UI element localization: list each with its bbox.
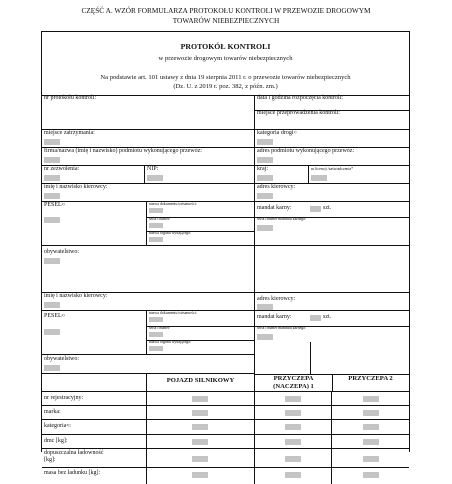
category-sup: 3) <box>66 423 70 427</box>
trailer-header-gap-right <box>310 342 409 375</box>
nip-label: NIP: <box>147 166 159 172</box>
payload-label: dopuszczalna ładowność [kg]: <box>44 450 104 463</box>
vehicle-header-blank <box>42 374 146 391</box>
driver1-pesel-text: PESEL <box>44 202 62 208</box>
nip-value <box>147 175 163 181</box>
vehicle-col-trailer2 <box>332 374 409 391</box>
form-subtitle: w przewozie drogowym towarów niebezpiecznych <box>158 55 293 62</box>
driver1-citizenship-label: obywatelstwo: <box>44 249 79 255</box>
driver1-doc-name-field[interactable] <box>147 202 254 218</box>
row-driver1-docs <box>42 202 409 246</box>
driver2-doc-series-label: seria i numer: <box>149 326 171 330</box>
motor-payload-value <box>192 456 208 462</box>
gvw-label: dmc [kg]: <box>44 438 68 444</box>
country-cell[interactable] <box>254 166 308 183</box>
vehicle-col-motor <box>146 374 254 391</box>
col-trailer2-label: PRZYCZEPA 2 <box>348 375 393 382</box>
driver1-fine-count <box>310 206 321 212</box>
driver2-fine-field[interactable] <box>255 311 409 327</box>
motor-gvw-cell[interactable] <box>146 435 254 448</box>
date-time-field[interactable] <box>255 95 409 111</box>
trailer2-category-cell[interactable] <box>331 420 409 434</box>
trailer2-registration-value <box>363 396 379 402</box>
stop-place-cell[interactable] <box>42 130 254 147</box>
country-value <box>257 175 273 181</box>
road-category-label <box>257 130 296 136</box>
driver2-citizenship-cell[interactable] <box>42 355 254 373</box>
stop-place-value <box>44 139 60 145</box>
protocol-number-cell[interactable] <box>42 95 254 129</box>
permit-cell[interactable] <box>42 166 144 183</box>
row-driver2-name <box>42 293 409 311</box>
trailer1-payload-value <box>285 456 301 462</box>
legal-basis <box>42 73 409 91</box>
title-section <box>42 32 409 96</box>
motor-unladen-cell[interactable] <box>146 468 254 484</box>
trailer1-unladen-cell[interactable] <box>254 468 331 484</box>
trailer1-gvw-value <box>285 439 301 445</box>
trailer1-unladen-value <box>285 472 301 478</box>
driver1-doc-name-label: nazwa dokumentu tożsamości: <box>149 202 197 206</box>
driver2-pesel-value <box>44 329 60 335</box>
nip-cell[interactable] <box>144 166 254 183</box>
make-label: marka: <box>44 409 61 415</box>
trailer1-make-value <box>285 410 301 416</box>
license-label: nr licencji /zaświadczenia* <box>311 167 354 171</box>
col-trailer1-label-line1: PRZYCZEPA <box>273 375 314 382</box>
driver1-fine-series-field[interactable] <box>255 217 409 246</box>
driver2-address-cell[interactable] <box>254 293 409 310</box>
road-category-sup: 1) <box>293 130 297 134</box>
driver1-citizenship-cell[interactable] <box>42 246 254 292</box>
driver1-address-cell[interactable] <box>254 184 409 201</box>
driver1-name-label: imię i nazwisko kierowcy: <box>44 184 108 190</box>
trailer2-category-value <box>363 424 379 430</box>
driver2-fine-series-value <box>257 334 273 340</box>
row-company <box>42 148 409 166</box>
vehicle-row-category <box>42 420 409 435</box>
driver2-doc-name-value <box>149 317 163 322</box>
company-cell[interactable] <box>42 148 254 165</box>
trailer2-gvw-value <box>363 439 379 445</box>
vehicle-col-trailer1 <box>255 374 333 391</box>
trailer2-make-value <box>363 410 379 416</box>
trailer2-unladen-cell[interactable] <box>331 468 409 484</box>
document-header <box>0 6 452 26</box>
col-motor-vehicle-label: POJAZD SILNIKOWY <box>166 377 235 384</box>
driver1-address-label: adres kierowcy: <box>257 184 296 190</box>
driver2-id-doc-cell <box>146 311 254 354</box>
protocol-form <box>41 31 410 476</box>
driver1-doc-series-value <box>149 223 163 228</box>
driver2-pesel-cell[interactable] <box>42 311 146 354</box>
driver2-fine-count <box>310 315 321 321</box>
driver2-name-label: imię i nazwisko kierowcy: <box>44 293 108 299</box>
driver1-pesel-label <box>44 202 65 208</box>
company-address-label: adres podmiotu wykonującego przewóz: <box>257 148 355 154</box>
driver2-doc-name-field[interactable] <box>147 311 254 327</box>
driver2-citizenship-value <box>44 365 60 371</box>
motor-unladen-value <box>192 472 208 478</box>
driver2-doc-issuer-value <box>149 346 163 351</box>
row-permit <box>42 166 409 184</box>
company-label: firma/nazwa (imię i nazwisko) podmiotu wykonującego przewóz: <box>44 148 202 154</box>
trailer2-payload-value <box>363 456 379 462</box>
trailer2-registration-cell[interactable] <box>331 392 409 405</box>
motor-registration-value <box>192 396 208 402</box>
trailer1-category-value <box>285 424 301 430</box>
vehicle-row-gvw <box>42 435 409 449</box>
driver1-doc-issuer-field[interactable] <box>147 231 254 246</box>
category-label <box>44 423 71 429</box>
driver1-doc-series-label: seria i numer: <box>149 217 171 221</box>
driver2-pesel-sup: 2) <box>61 313 65 317</box>
row-stop-place <box>42 130 409 148</box>
trailer1-category-cell[interactable] <box>254 420 331 434</box>
driver2-address-value <box>257 304 273 310</box>
driver2-address-label: adres kierowcy: <box>257 296 296 302</box>
driver1-pesel-cell[interactable] <box>42 202 146 245</box>
driver1-name-value <box>44 193 60 199</box>
trailer-columns-header <box>254 342 409 392</box>
vehicle-row-registration <box>42 392 409 406</box>
driver2-doc-issuer-field[interactable] <box>147 340 254 355</box>
company-address-value <box>257 157 273 163</box>
date-time-cell <box>254 95 409 129</box>
motor-category-value <box>192 424 208 430</box>
header-line-2: TOWARÓW NIEBEZPIECZNYCH <box>172 16 280 25</box>
driver2-doc-series-field[interactable] <box>147 326 254 341</box>
form-title: PROTOKÓŁ KONTROLI <box>180 42 271 51</box>
driver2-pesel-label <box>44 313 65 319</box>
trailer2-unladen-value <box>363 472 379 478</box>
company-address-cell[interactable] <box>254 148 409 165</box>
vehicle-row-label-cell <box>42 468 146 484</box>
row-driver1-name <box>42 184 409 202</box>
driver1-doc-issuer-label: nazwa organu wydającego: <box>149 231 192 235</box>
driver1-fine-series-label: seria i numer mandatu karnego: <box>257 217 307 221</box>
license-value <box>311 175 327 181</box>
vehicle-row-label-cell <box>42 406 146 419</box>
driver2-doc-name-label: nazwa dokumentu tożsamości: <box>149 311 197 315</box>
vehicle-row-make <box>42 406 409 420</box>
road-category-text: kategoria drogi <box>257 130 294 136</box>
trailer2-gvw-cell[interactable] <box>331 435 409 448</box>
permit-value <box>44 175 60 181</box>
motor-registration-cell[interactable] <box>146 392 254 405</box>
driver1-name-cell[interactable] <box>42 184 254 201</box>
col-trailer1-label-line2: (NACZEPA) 1 <box>273 383 314 390</box>
driver1-id-doc-cell <box>146 202 254 245</box>
driver1-fine-field[interactable] <box>255 202 409 218</box>
header-line-1: CZĘŚĆ A. WZÓR FORMULARZA PROTOKOŁU KONTROLI W PRZEWOZIE DROGOWYM <box>81 6 371 15</box>
driver2-name-value <box>44 302 60 308</box>
trailer2-make-cell[interactable] <box>331 406 409 419</box>
row-protocol <box>42 95 409 130</box>
driver2-doc-series-value <box>149 332 163 337</box>
date-time-label: data i godzina rozpoczęcia kontroli: <box>257 95 343 101</box>
driver1-fine-label: mandat karny: <box>257 205 292 211</box>
driver2-doc-issuer-label: nazwa organu wydającego: <box>149 340 192 344</box>
driver2-citizenship-label: obywatelstwo: <box>44 356 79 362</box>
driver2-fine-series-label: seria i numer mandatu karnego: <box>257 326 307 330</box>
legal-basis-line-2: (Dz. U. z 2019 r. poz. 382, z późn. zm.) <box>173 83 278 90</box>
driver1-doc-name-value <box>149 208 163 213</box>
stop-place-label: miejsce zatrzymania: <box>44 130 95 136</box>
driver1-doc-issuer-value <box>149 237 163 242</box>
trailer1-registration-cell[interactable] <box>254 392 331 405</box>
trailer1-registration-value <box>285 396 301 402</box>
driver2-fine-label: mandat karny: <box>257 314 292 320</box>
driver1-fine-series-value <box>257 225 273 231</box>
driver1-citizenship-value <box>44 258 60 264</box>
road-category-value <box>257 139 273 145</box>
driver2-pesel-text: PESEL <box>44 313 62 319</box>
trailer1-gvw-cell[interactable] <box>254 435 331 448</box>
protocol-number-label: nr protokołu kontroli: <box>44 95 96 101</box>
country-label: kraj: <box>257 166 268 172</box>
unladen-mass-label: masa bez ładunku [kg]: <box>44 470 101 476</box>
driver1-doc-series-field[interactable] <box>147 217 254 232</box>
motor-make-cell[interactable] <box>146 406 254 419</box>
vehicle-row-unladen-mass <box>42 468 409 484</box>
vehicle-row-label-cell <box>42 435 146 448</box>
permit-label: nr zezwolenia: <box>44 166 80 172</box>
company-value <box>44 157 60 163</box>
driver1-citizenship-blank <box>254 246 409 292</box>
motor-gvw-value <box>192 439 208 445</box>
vehicle-row-label-cell <box>42 392 146 405</box>
driver1-address-value <box>257 193 273 199</box>
trailer-header-gap <box>255 342 311 375</box>
control-place-label: miejsce przeprowadzenia kontroli: <box>257 110 340 116</box>
driver2-fine-unit: szt. <box>323 314 332 320</box>
motor-category-cell[interactable] <box>146 420 254 434</box>
legal-basis-line-1: Na podstawie art. 101 ustawy z dnia 19 sierpnia 2011 r. o przewozie towarów niebezpiecznych <box>100 74 351 81</box>
row-driver1-citizenship <box>42 246 409 293</box>
category-suffix: : <box>69 423 71 429</box>
license-cell[interactable] <box>308 166 409 183</box>
category-text: kategoria <box>44 423 67 429</box>
driver2-name-cell[interactable] <box>42 293 254 310</box>
trailer1-make-cell[interactable] <box>254 406 331 419</box>
driver1-fine-unit: szt. <box>323 205 332 211</box>
driver1-fine-cell <box>254 202 409 245</box>
driver1-pesel-value <box>44 217 60 223</box>
control-place-field[interactable] <box>255 110 409 130</box>
road-category-cell[interactable] <box>254 130 409 147</box>
vehicle-row-label-cell <box>42 420 146 434</box>
driver1-pesel-sup: 2) <box>61 202 65 206</box>
motor-make-value <box>192 410 208 416</box>
registration-label: nr rejestracyjny: <box>44 395 84 401</box>
